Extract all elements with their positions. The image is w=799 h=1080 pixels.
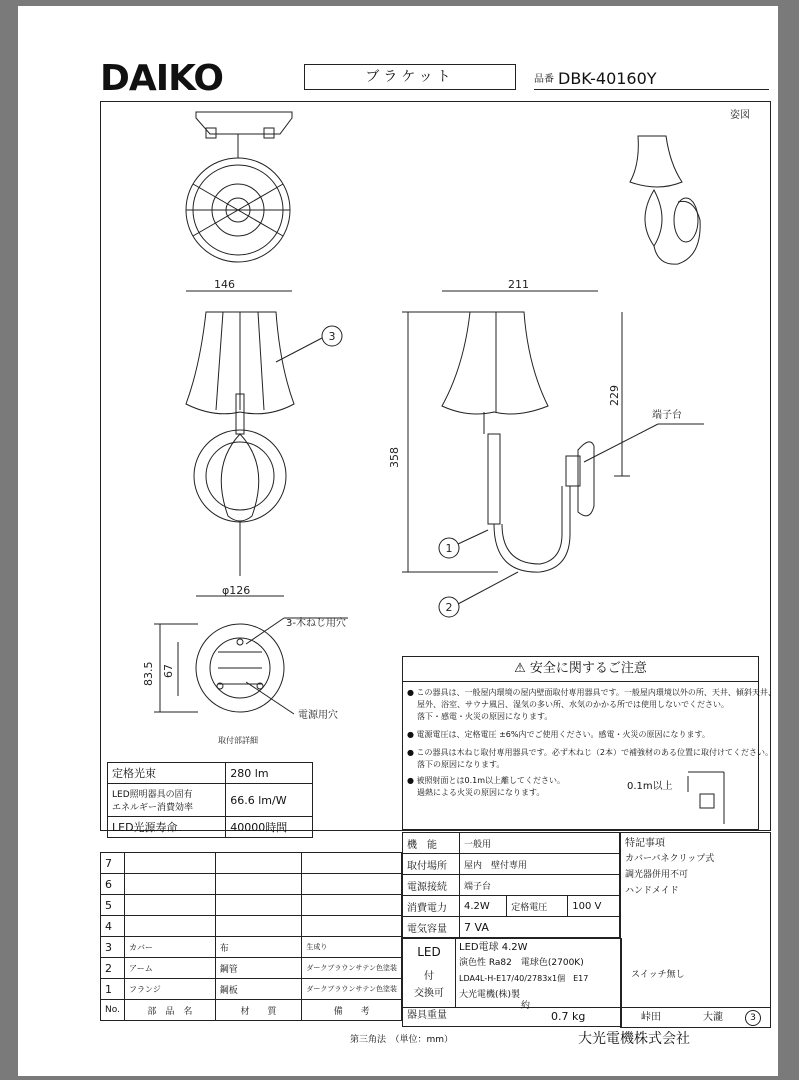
spec-value: 7 VA (460, 917, 620, 938)
spec-value: 一般用 (460, 833, 620, 854)
model-number: DBK-40160Y (558, 69, 657, 88)
spec-value: 4.2W (460, 896, 507, 917)
part-note: ダークブラウンサテン色塗装 (302, 979, 402, 1000)
part-name (124, 895, 215, 916)
safety-line: 過熱による火災の原因になります。 (417, 788, 545, 797)
notes-line: 調光器併用不可 (625, 870, 689, 880)
part-material (215, 916, 302, 937)
revision-badge: 3 (745, 1010, 761, 1026)
safety-line: ● 電源電圧は、定格電圧 ±6%内でご使用ください。感電・火災の原因になります。 (407, 730, 710, 739)
spec-value: 端子台 (460, 875, 620, 896)
parts-header: No. (101, 1000, 125, 1021)
safety-line: ● この器具は、一般屋内環境の屋内壁面取付専用器具です。一般屋内環境以外の所、天井、傾斜天井、 (407, 688, 776, 697)
spec-label: 定格電圧 (507, 896, 568, 917)
parts-header: 材 質 (215, 1000, 302, 1021)
weight-row (402, 1001, 622, 1027)
dim-mount-h1: 83.5 (142, 661, 155, 686)
spec-label: 機 能 (403, 833, 460, 854)
weight-approx: 約 (521, 1001, 531, 1011)
led-label: LED (417, 945, 441, 959)
parts-header: 部 品 名 (124, 1000, 215, 1021)
spec-label: 電源接続 (403, 875, 460, 896)
weight-label: 器具重量 (407, 1010, 447, 1021)
safety-line: ● この器具は木ねじ取付専用器具です。必ず木ねじ（2本）で補強材のある位置に取付けてください。 (407, 748, 773, 757)
label-mount-detail: 取付部詳細 (218, 736, 258, 745)
signoff-name: 大瀧 (703, 1012, 723, 1023)
spec-value: 66.6 lm/W (226, 784, 313, 817)
part-note (302, 853, 402, 874)
dim-height-shade: 229 (608, 385, 621, 406)
led-label-cell (403, 939, 456, 1007)
label-perspective: 姿図 (730, 110, 750, 121)
part-note (302, 895, 402, 916)
label-screw-holes: 3-木ねじ用穴 (286, 618, 346, 629)
spec-value: 280 lm (226, 763, 313, 784)
part-note: ダークブラウンサテン色塗装 (302, 958, 402, 979)
weight-value: 0.7 kg (551, 1010, 586, 1023)
parts-table (100, 852, 402, 1021)
part-no: 1 (101, 979, 125, 1000)
part-no: 5 (101, 895, 125, 916)
spec-label: LED光源寿命 (108, 817, 226, 838)
part-note: 生成り (302, 937, 402, 958)
part-material: 布 (215, 937, 302, 958)
dim-flange-dia: φ126 (222, 584, 251, 597)
model-label: 品番 (534, 74, 554, 85)
company-name: 大光電機株式会社 (578, 1031, 690, 1047)
signoff-row (621, 1007, 770, 1028)
product-type-title: ブラケット (304, 64, 516, 90)
led-line: 大光電機(株)製 (459, 990, 521, 1000)
part-note (302, 874, 402, 895)
dim-height-total: 358 (388, 447, 401, 468)
part-no: 2 (101, 958, 125, 979)
spec-label: 電気容量 (403, 917, 460, 938)
spec-label: 取付場所 (403, 854, 460, 875)
part-name: アーム (124, 958, 215, 979)
part-no: 6 (101, 874, 125, 895)
safety-line: ● 被照射面とは0.1m以上離してください。 (407, 776, 566, 785)
led-block (402, 938, 622, 1008)
led-line: LED電球 4.2W (459, 942, 528, 953)
led-line: LDA4L-H-E17/40/2783x1個 E17 (459, 974, 589, 983)
part-material: 鋼板 (215, 979, 302, 1000)
callout-3: 3 (328, 330, 336, 343)
spec-label: 定格光束 (108, 763, 226, 784)
part-note (302, 916, 402, 937)
spec-value: 40000時間 (226, 817, 313, 838)
dim-width-front: 146 (214, 278, 235, 291)
signoff-name: 峠田 (641, 1012, 661, 1023)
part-no: 3 (101, 937, 125, 958)
safety-line: 落下の原因になります。 (417, 760, 505, 769)
part-name: フランジ (124, 979, 215, 1000)
part-material (215, 895, 302, 916)
callout-1: 1 (445, 542, 453, 555)
parts-header: 備 考 (302, 1000, 402, 1021)
safety-notice (402, 656, 776, 830)
led-label: 付 (424, 971, 434, 982)
drawing-sheet (18, 6, 778, 1076)
callout-2: 2 (445, 601, 453, 614)
lumen-spec-table (107, 762, 313, 838)
safety-distance: 0.1m以上 (627, 781, 673, 792)
led-line: 演色性 Ra82 電球色(2700K) (459, 958, 584, 968)
company-logo: DAIKO (100, 58, 224, 99)
fixture-spec-table (402, 832, 620, 938)
spec-value: 100 V (568, 896, 620, 917)
spec-label: LED照明器具の固有 エネルギー消費効率 (108, 784, 226, 817)
safety-title: ⚠ 安全に関するご注意 (403, 657, 758, 682)
part-material: 鋼管 (215, 958, 302, 979)
part-no: 4 (101, 916, 125, 937)
notes-title: 特記事項 (625, 838, 665, 849)
part-name (124, 874, 215, 895)
projection-note: 第三角法 （単位：mm） (350, 1035, 454, 1045)
label-power-hole: 電源用穴 (298, 710, 338, 721)
dim-mount-h2: 67 (162, 664, 175, 678)
led-label: 交換可 (414, 988, 444, 999)
part-name: カバー (124, 937, 215, 958)
part-material (215, 853, 302, 874)
part-name (124, 853, 215, 874)
part-material (215, 874, 302, 895)
notes-panel (620, 832, 771, 1028)
part-name (124, 916, 215, 937)
warning-icon: ⚠ (514, 661, 526, 676)
spec-value: 屋内 壁付専用 (460, 854, 620, 875)
label-terminal: 端子台 (652, 410, 682, 421)
safety-line: 落下・感電・火災の原因になります。 (417, 712, 553, 721)
dim-width-side: 211 (508, 278, 529, 291)
notes-switch: スイッチ無し (631, 970, 685, 980)
safety-line: 屋外、浴室、サウナ風呂、湿気の多い所、水気のかかる所では使用しないでください。 (417, 700, 729, 709)
notes-line: カバーバネクリップ式 (625, 854, 715, 864)
notes-line: ハンドメイド (625, 886, 679, 896)
spec-label: 消費電力 (403, 896, 460, 917)
part-no: 7 (101, 853, 125, 874)
